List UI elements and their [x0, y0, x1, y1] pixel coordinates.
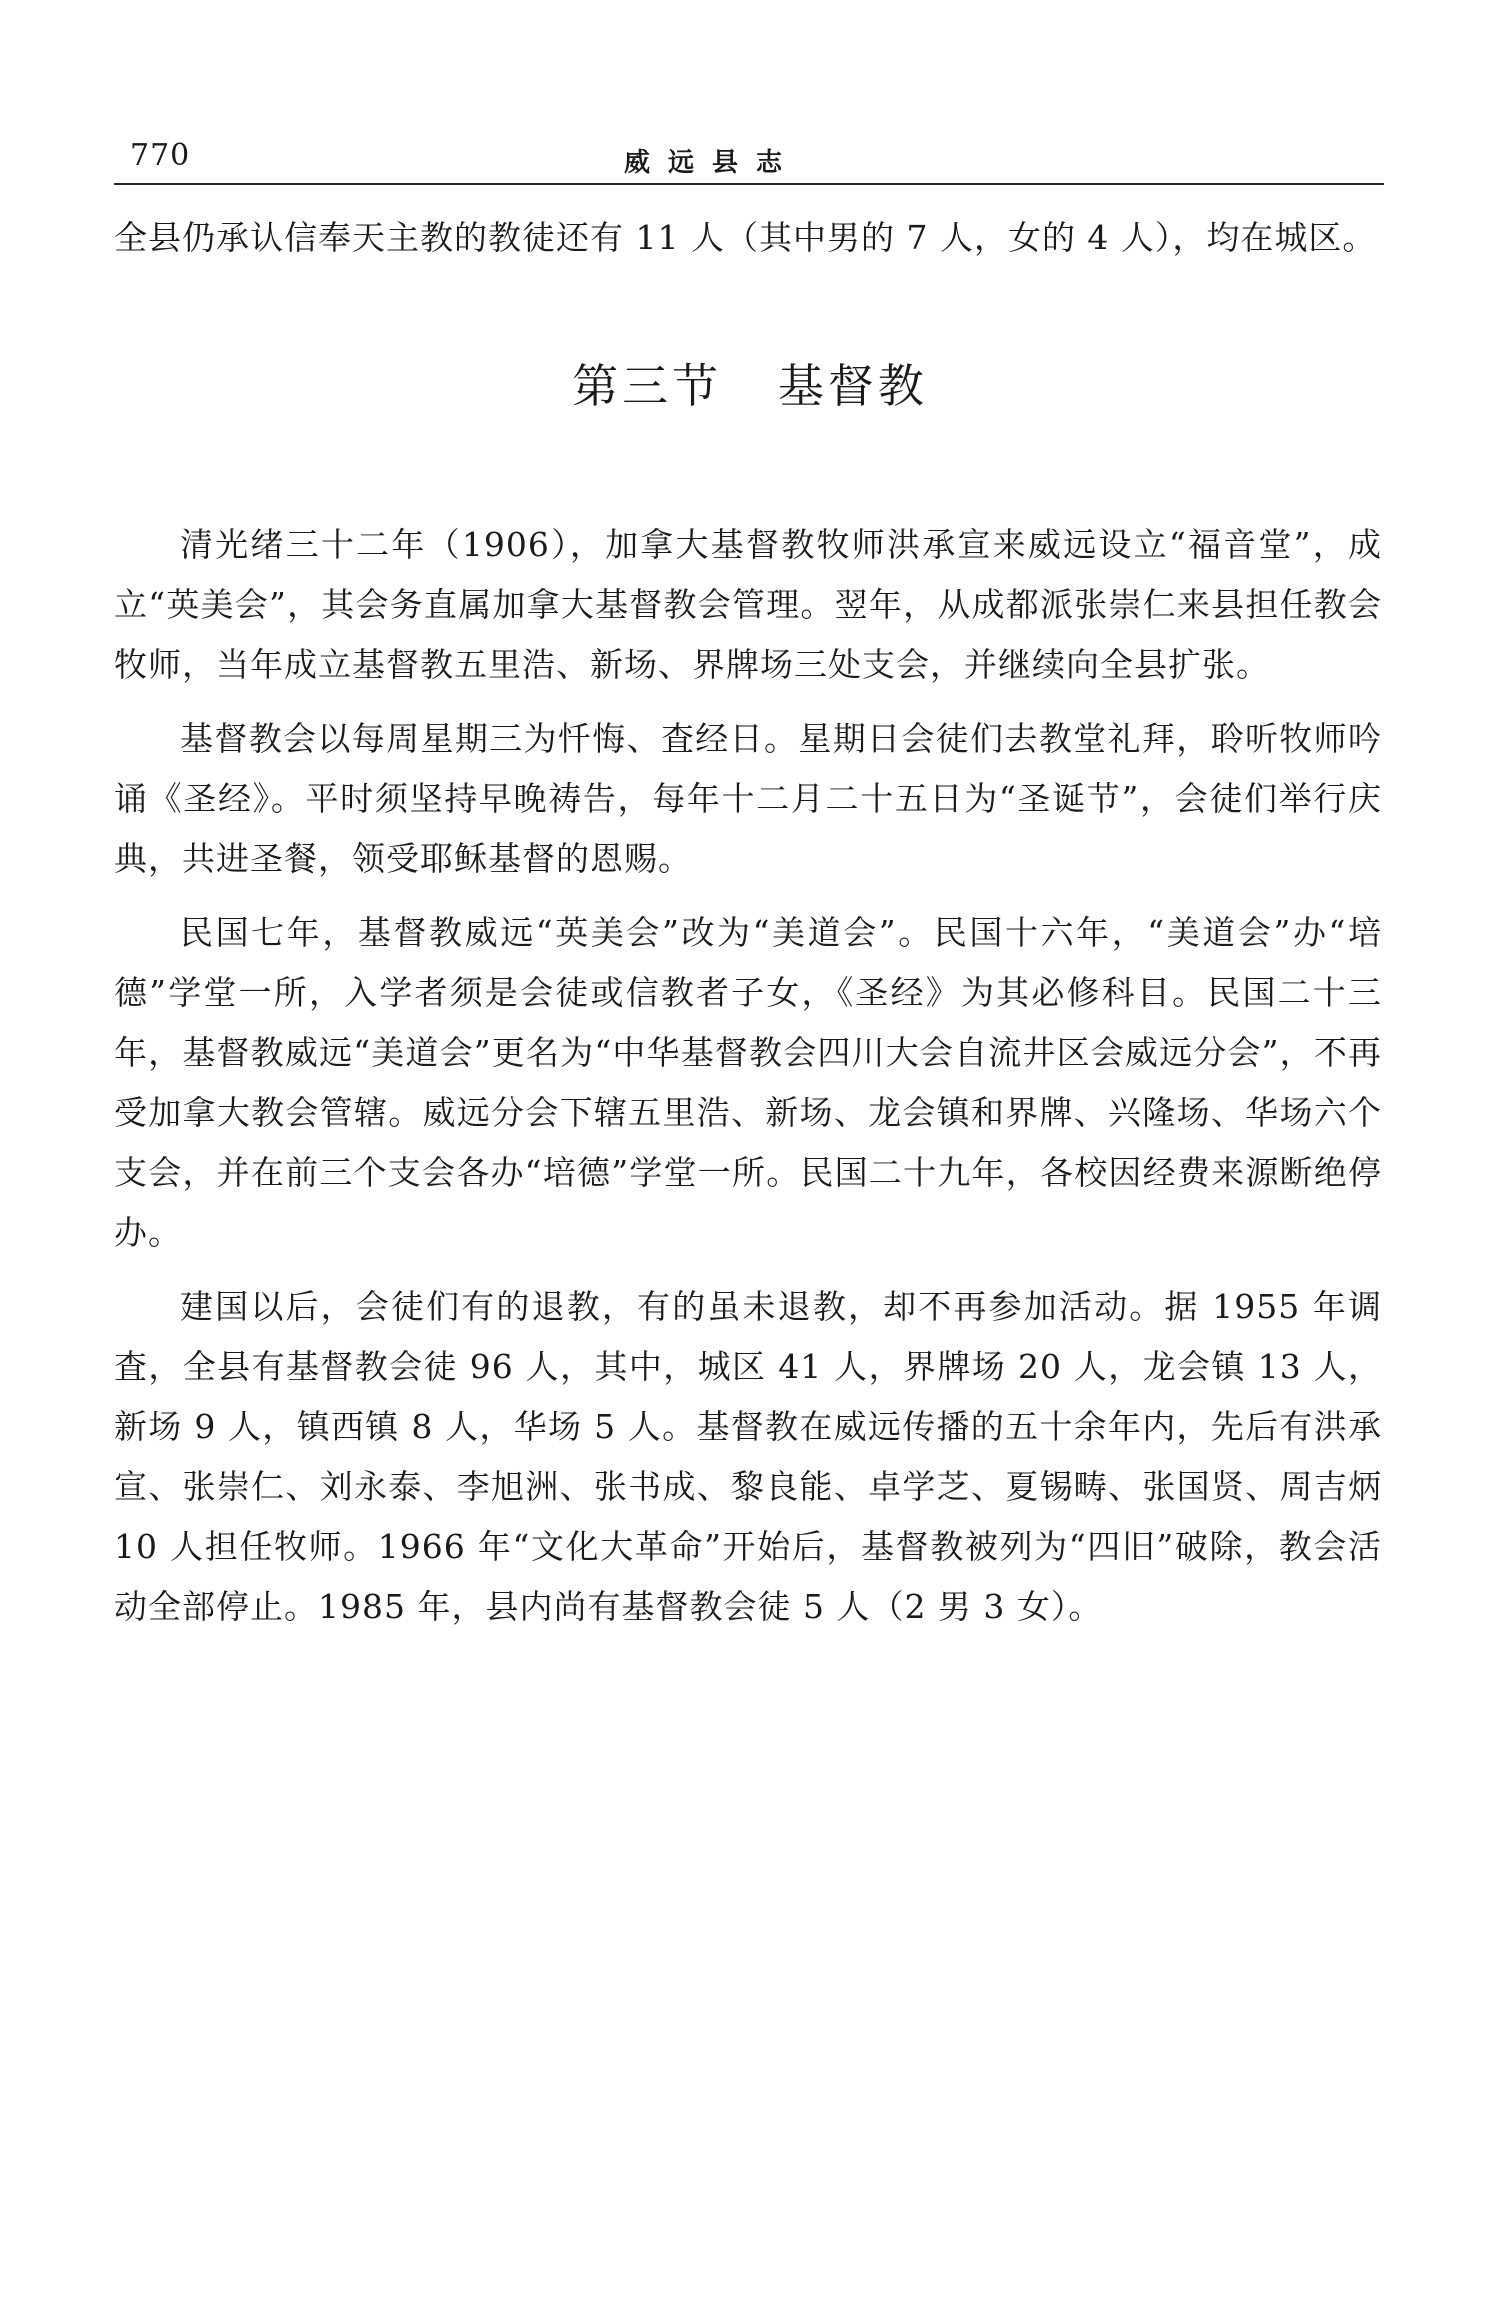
body-text — [114, 515, 1382, 1651]
page-header — [114, 138, 1384, 182]
paragraph: 民国七年，基督教威远“英美会”改为“美道会”。民国十六年，“美道会”办“培德”学堂一所，入学者须是会徒或信教者子女，《圣经》为其必修科目。民国二十三年，基督教威远“美道会”更名为“中华基督教会四川大会自流井区会威远分会”，不再受加拿大教会管辖。威远分会下辖五里浩、新场、龙会镇和界牌、兴隆场、华场六个支会，并在前三个支会各办“培德”学堂一所。民国二十九年，各校因经费来源断绝停办。 — [114, 913, 1382, 1252]
section-title: 第三节 基督教 — [572, 359, 928, 413]
paragraph: 建国以后，会徒们有的退教，有的虽未退教，却不再参加活动。据 1955 年调査，全县有基督教会徒 96 人，其中，城区 41 人，界牌场 20 人，龙会镇 13 人，新场 9 人，镇西镇 8 人，华场 5 人。基督教在威远传播的五十余年内，先后有洪承宣、张崇仁、刘永泰、李旭洲、张书成、黎良能、卓学芝、夏锡畴、张国贤、周吉炳 10 人担任牧师。1966 年“文化大革命”开始后，基督教被列为“四旧”破除，教会活动全部停止。1985 年，县内尚有基督教会徒 5 人（2 男 3 女）。 — [114, 1287, 1382, 1626]
continuation-line: 全县仍承认信奉天主教的教徒还有 11 人（其中男的 7 人，女的 4 人），均在城区。 — [114, 218, 1377, 257]
running-title: 威远县志 — [624, 148, 801, 178]
paragraph: 基督教会以每周星期三为忏悔、査经日。星期日会徒们去教堂礼拜，聆听牧师吟诵《圣经》。平时须坚持早晚祷告，每年十二月二十五日为“圣诞节”，会徒们举行庆典，共进圣餐，领受耶稣基督的恩赐。 — [114, 719, 1382, 878]
header-divider — [114, 183, 1384, 185]
page-number: 770 — [130, 138, 191, 173]
paragraph: 清光绪三十二年（1906），加拿大基督教牧师洪承宣来威远设立“福音堂”，成立“英美会”，其会务直属加拿大基督教会管理。翌年，从成都派张崇仁来县担任教会牧师，当年成立基督教五里浩、新场、界牌场三处支会，并继续向全县扩张。 — [114, 525, 1382, 684]
